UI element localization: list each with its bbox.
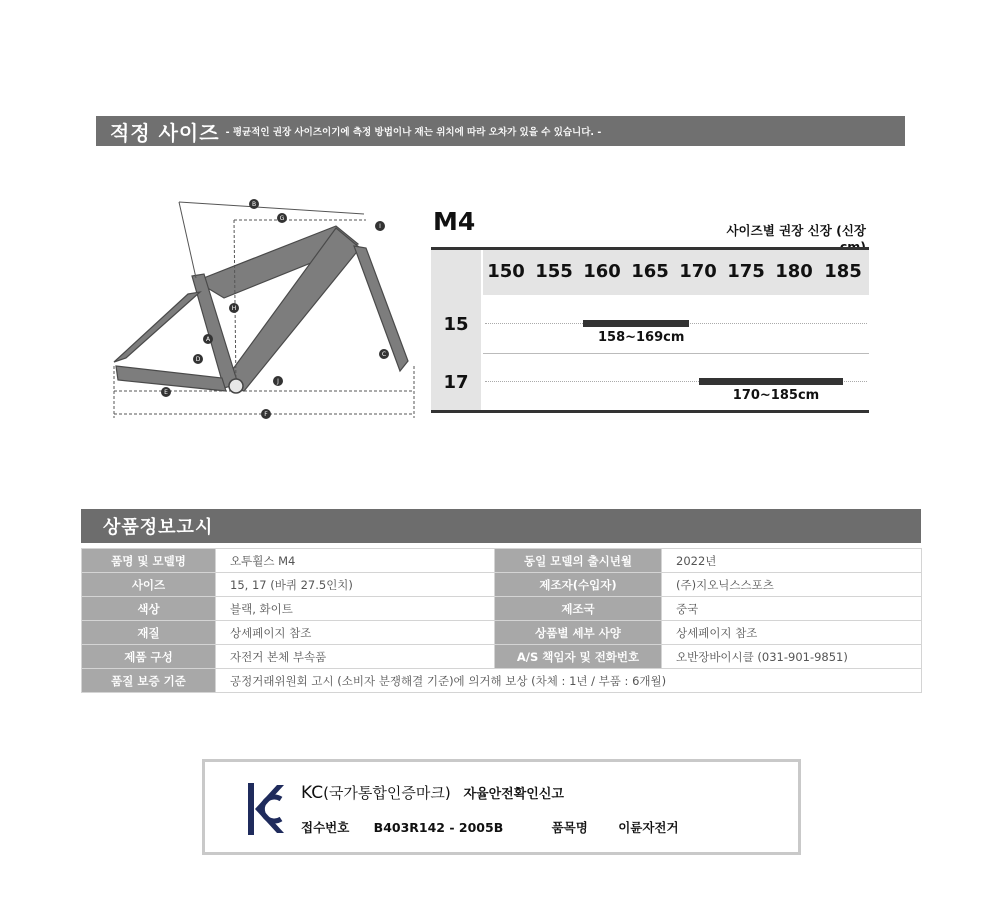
label-e: E bbox=[164, 389, 168, 396]
model-name: M4 bbox=[433, 207, 476, 236]
product-notice-banner bbox=[81, 509, 921, 543]
info-value: 2022년 bbox=[662, 549, 922, 573]
kc-reg-label: 접수번호 bbox=[301, 820, 350, 835]
size-label: 17 bbox=[431, 353, 483, 411]
seat-stay-shape bbox=[114, 292, 200, 362]
info-value: 자전거 본체 부속품 bbox=[216, 645, 495, 669]
info-key: 상품별 세부 사양 bbox=[495, 621, 662, 645]
height-tick: 160 bbox=[583, 261, 621, 282]
kc-mark-fullname: (국가통합인증마크) bbox=[323, 784, 451, 802]
info-key: 재질 bbox=[82, 621, 216, 645]
height-range-bar bbox=[583, 320, 689, 327]
info-value: 공정거래위원회 고시 (소비자 분쟁해결 기준)에 의거해 보상 (차체 : 1년 / 부품 : 6개월) bbox=[216, 669, 922, 693]
table-row bbox=[82, 669, 922, 693]
info-value: 오투휠스 M4 bbox=[216, 549, 495, 573]
info-value: 오반장바이시클 (031-901-9851) bbox=[662, 645, 922, 669]
label-a: A bbox=[205, 336, 211, 343]
table-row bbox=[82, 645, 922, 669]
height-tick: 180 bbox=[775, 261, 813, 282]
seatpost-line bbox=[179, 202, 196, 278]
kc-reg-number: B403R142 - 2005B bbox=[373, 820, 504, 835]
info-value: 중국 bbox=[662, 597, 922, 621]
info-value: 블랙, 화이트 bbox=[216, 597, 495, 621]
bottom-bracket-shape bbox=[229, 379, 243, 393]
info-value: 상세페이지 참조 bbox=[216, 621, 495, 645]
table-row bbox=[82, 621, 922, 645]
table-row bbox=[82, 549, 922, 573]
product-info-table bbox=[81, 548, 922, 693]
label-b: B bbox=[251, 201, 257, 208]
label-h: H bbox=[231, 305, 237, 312]
info-key: 제조자(수입자) bbox=[495, 573, 662, 597]
table-row bbox=[82, 597, 922, 621]
height-tick: 165 bbox=[631, 261, 669, 282]
size-chart bbox=[431, 247, 869, 414]
kc-item-label: 품목명 bbox=[551, 820, 588, 835]
label-c: C bbox=[381, 351, 387, 358]
label-f: F bbox=[264, 411, 268, 418]
info-key: 품질 보증 기준 bbox=[82, 669, 216, 693]
fit-size-banner bbox=[96, 116, 905, 146]
height-range-label: 170~185cm bbox=[732, 388, 820, 403]
height-range-bar bbox=[699, 378, 843, 385]
height-range-label: 158~169cm bbox=[597, 330, 685, 345]
info-key: 제조국 bbox=[495, 597, 662, 621]
label-g: G bbox=[279, 215, 285, 222]
info-value: 15, 17 (바퀴 27.5인치) bbox=[216, 573, 495, 597]
kc-item-name: 이륜자전거 bbox=[618, 820, 679, 835]
product-notice-title: 상품정보고시 bbox=[103, 517, 214, 538]
label-d: D bbox=[195, 356, 201, 363]
frame-geometry-diagram bbox=[104, 186, 424, 426]
size-label: 15 bbox=[431, 295, 483, 353]
kc-mark-icon bbox=[247, 782, 285, 836]
fit-size-title: 적정 사이즈 bbox=[110, 120, 220, 145]
height-tick: 170 bbox=[679, 261, 717, 282]
size-row-17 bbox=[431, 353, 869, 412]
kc-mark-text: KC bbox=[301, 783, 324, 803]
height-tick: 185 bbox=[824, 261, 862, 282]
size-row-15 bbox=[431, 295, 869, 354]
info-key: 색상 bbox=[82, 597, 216, 621]
height-tick: 150 bbox=[487, 261, 525, 282]
info-key: 제품 구성 bbox=[82, 645, 216, 669]
info-key: A/S 책임자 및 전화번호 bbox=[495, 645, 662, 669]
size-chart-caption: 사이즈별 권장 신장 (신장 bbox=[726, 223, 866, 238]
info-value: 상세페이지 참조 bbox=[662, 621, 922, 645]
info-key: 동일 모델의 출시년월 bbox=[495, 549, 662, 573]
kc-cert-type: 자율안전확인신고 bbox=[463, 787, 564, 802]
info-value: (주)지오닉스스포츠 bbox=[662, 573, 922, 597]
chain-stay-shape bbox=[116, 366, 226, 391]
height-tick: 175 bbox=[727, 261, 765, 282]
kc-certification-box bbox=[202, 759, 801, 855]
label-i: I bbox=[379, 223, 381, 230]
height-tick: 155 bbox=[535, 261, 573, 282]
table-row bbox=[82, 573, 922, 597]
label-j: J bbox=[277, 378, 279, 385]
height-header bbox=[431, 247, 869, 295]
fit-size-note: - 평균적인 권장 사이즈이기에 측정 방법이나 재는 위치에 따라 오차가 있을 수 있습니다. - bbox=[225, 127, 602, 138]
info-key: 품명 및 모델명 bbox=[82, 549, 216, 573]
info-key: 사이즈 bbox=[82, 573, 216, 597]
